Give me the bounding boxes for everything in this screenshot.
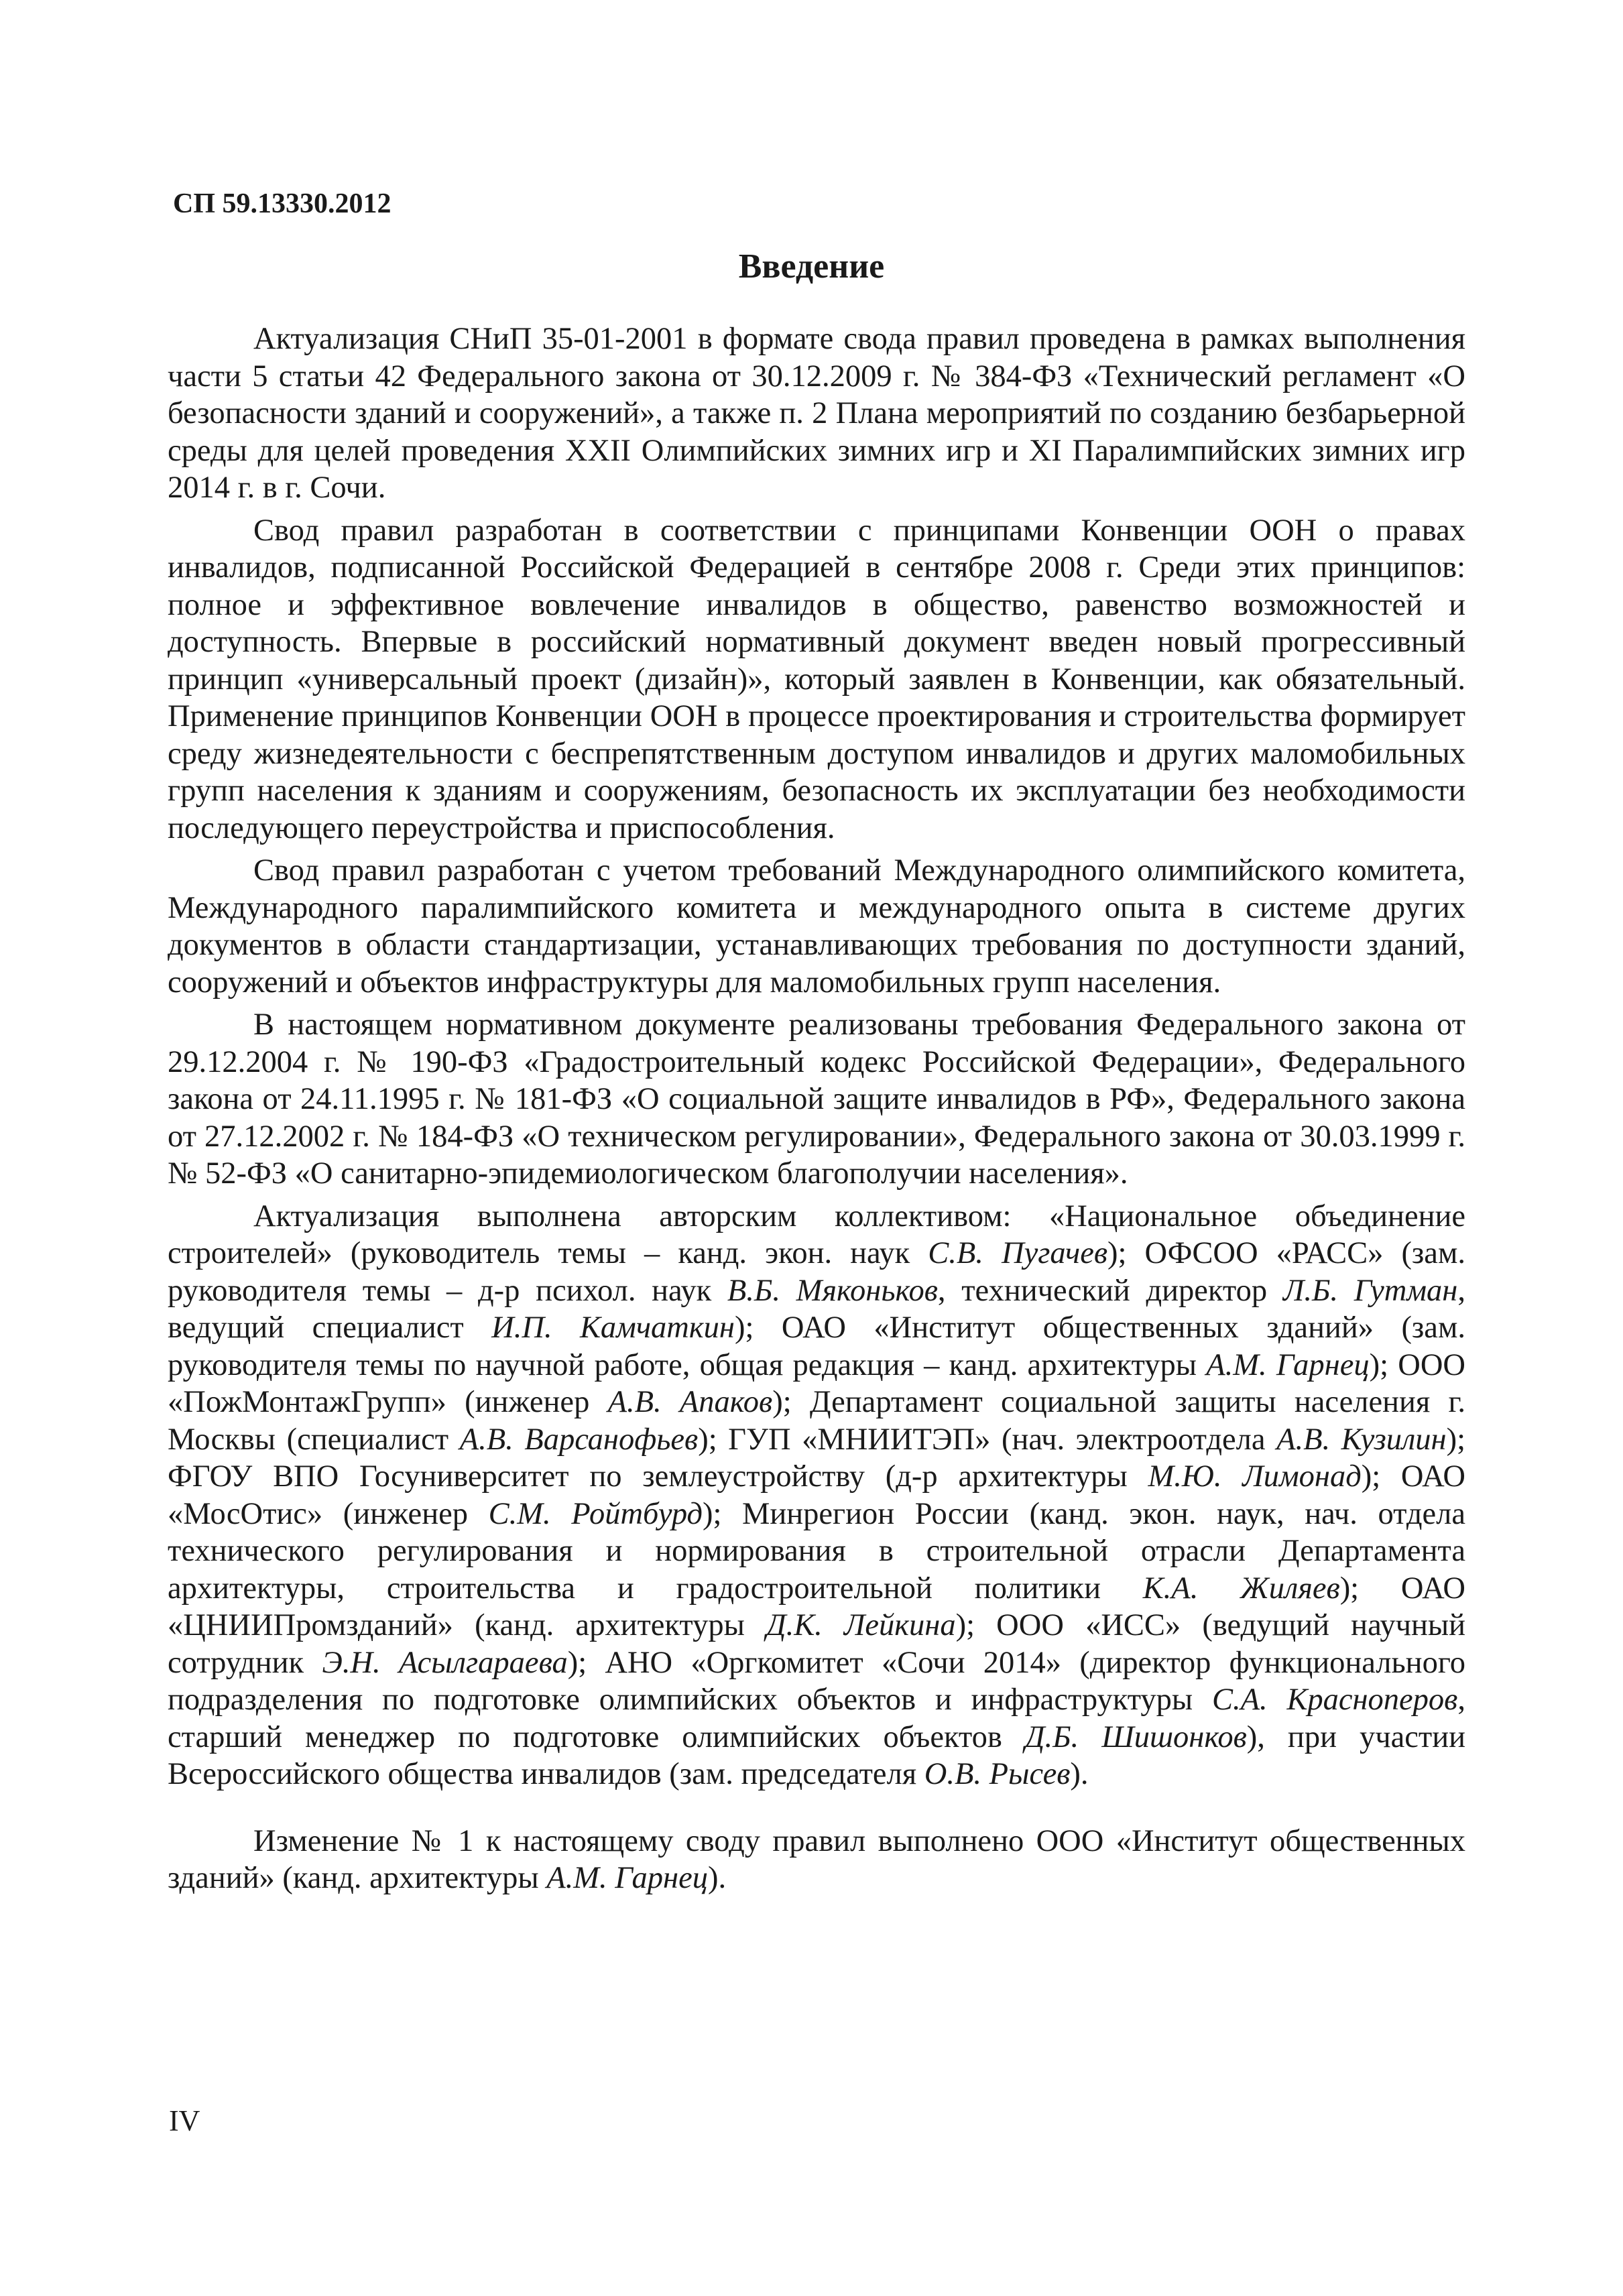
text-segment: ); ОФСОО «РАСС» (зам. руководителя темы – д-р психол. наук [168,1236,1465,1308]
text-segment: ). [1070,1757,1089,1791]
person-name: А.В. Варсанофьев [459,1422,699,1457]
paragraph-2: Свод правил разработан в соответствии с принципами Конвенции ООН о правах инвалидов, подписанной Российской Федерацией в сентябре 2008 г. Среди этих принципов: полное и эффективное вовлечение инвалидов в общество, равенство возможностей и доступность. Впервые в российский нормативный документ введен новый прогрессивный принцип «универсальный проект (дизайн)», который заявлен в Конвенции, как обязательный. Применение принципов Конвенции ООН в процессе проектирования и строительства формирует среду жизнедеятельности с беспрепятственным доступом инвалидов и других маломобильных групп населения к зданиям и сооружениям, безопасность их эксплуатации без необходимости последующего переустройства и приспособления. [168,513,1465,845]
person-name: С.М. Ройтбурд [488,1496,703,1531]
text-segment: ); ОАО «МосОтис» (инженер [168,1459,1465,1531]
person-name: А.В. Кузилин [1276,1422,1447,1457]
person-name: А.М. Гарнец [546,1861,708,1895]
paragraph-1: Актуализация СНиП 35-01-2001 в формате свода правил проведена в рамках выполнения части 5 статьи 42 Федерального закона от 30.12.2009 г. № 384-ФЗ «Технический регламент «О безопасности зданий и сооружений», а также п. 2 Плана мероприятий по созданию безбарьерной среды для целей проведения XXII Олимпийских зимних игр и XI Паралимпийских зимних игр 2014 г. в г. Сочи. [168,322,1465,505]
person-name: В.Б. Мяконьков [727,1273,938,1308]
person-name: Э.Н. Асылгараева [322,1645,568,1680]
document-body [168,320,1465,1897]
text-segment: , технический директор [937,1273,1283,1308]
text-segment: ), при участии Всероссийского общества инвалидов (зам. председателя [168,1719,1465,1791]
person-name: М.Ю. Лимонад [1148,1459,1362,1494]
text-segment: ); ФГОУ ВПО Госуниверситет по землеустройству (д-р архитектуры [168,1422,1465,1494]
person-name: Д.Б. Шишонков [1024,1719,1247,1754]
section-title: Введение [738,247,885,286]
text-segment: Актуализация выполнена авторским коллективом: «Национальное объединение строителей» (руководитель темы – канд. экон. наук [168,1199,1465,1270]
text-segment: ); ООО «ПожМонтажГрупп» (инженер [168,1347,1465,1419]
paragraph-3: Свод правил разработан с учетом требований Международного олимпийского комитета, Международного паралимпийского комитета и международного опыта в системе других документов в области стандартизации, устанавливающих требования по доступности зданий, сооружений и объектов инфраструктуры для маломобильных групп населения. [168,853,1465,1000]
text-segment: ); Минрегион России (канд. экон. наук, нач. отдела технического регулирования и нормирования в строительной отрасли Департамента архитектуры, строительства и градостроительной политики [168,1496,1466,1606]
text-segment: ); ГУП «МНИИТЭП» (нач. электроотдела [698,1422,1277,1457]
text-segment: ); ОАО «Институт общественных зданий» (зам. руководителя темы по научной работе, общая редакция – канд. архитектуры [168,1311,1465,1382]
text-segment: ); АНО «Оргкомитет «Сочи 2014» (директор функционального подразделения по подготовке олимпийских объектов и инфраструктуры [168,1645,1465,1717]
paragraph-4: В настоящем нормативном документе реализованы требования Федерального закона от 29.12.2004 г. № 190-ФЗ «Градостроительный кодекс Российской Федерации», Федерального закона от 24.11.1995 г. № 181-ФЗ «О социальной защите инвалидов в РФ», Федерального закона от 27.12.2002 г. № 184-ФЗ «О техническом регулировании», Федерального закона от 30.03.1999 г. № 52-ФЗ «О санитарно-эпидемиологическом благополучии населения». [168,1008,1465,1191]
document-code: СП 59.13330.2012 [173,188,392,219]
person-name: И.П. Камчаткин [491,1311,735,1345]
text-segment: ); ОАО «ЦНИИПромзданий» (канд. архитектуры [168,1571,1466,1642]
person-name: Л.Б. Гутман [1282,1273,1458,1308]
text-segment: ); ООО «ИСС» (ведущий научный сотрудник [168,1608,1465,1680]
person-name: Д.К. Лейкина [766,1608,956,1642]
text-segment: ); Департамент социальной защиты населения г. Москвы (специалист [168,1385,1465,1457]
text-segment: Изменение № 1 к настоящему своду правил выполнено ООО «Институт общественных зданий» (канд. архитектуры [168,1823,1465,1895]
person-name: С.В. Пугачев [928,1236,1108,1270]
text-segment: ). [707,1861,727,1895]
paragraph-5-authors [168,1198,1465,1793]
person-name: О.В. Рысев [924,1757,1071,1791]
text-segment: , старший менеджер по подготовке олимпийских объектов [168,1683,1465,1754]
person-name: К.А. Жиляев [1142,1571,1340,1606]
paragraph-6-amendment [168,1823,1465,1897]
person-name: С.А. Красноперов [1211,1683,1458,1717]
page-number: IV [169,2104,200,2137]
person-name: А.М. Гарнец [1206,1347,1370,1382]
person-name: А.В. Апаков [607,1385,773,1419]
text-segment: , ведущий специалист [168,1273,1465,1345]
